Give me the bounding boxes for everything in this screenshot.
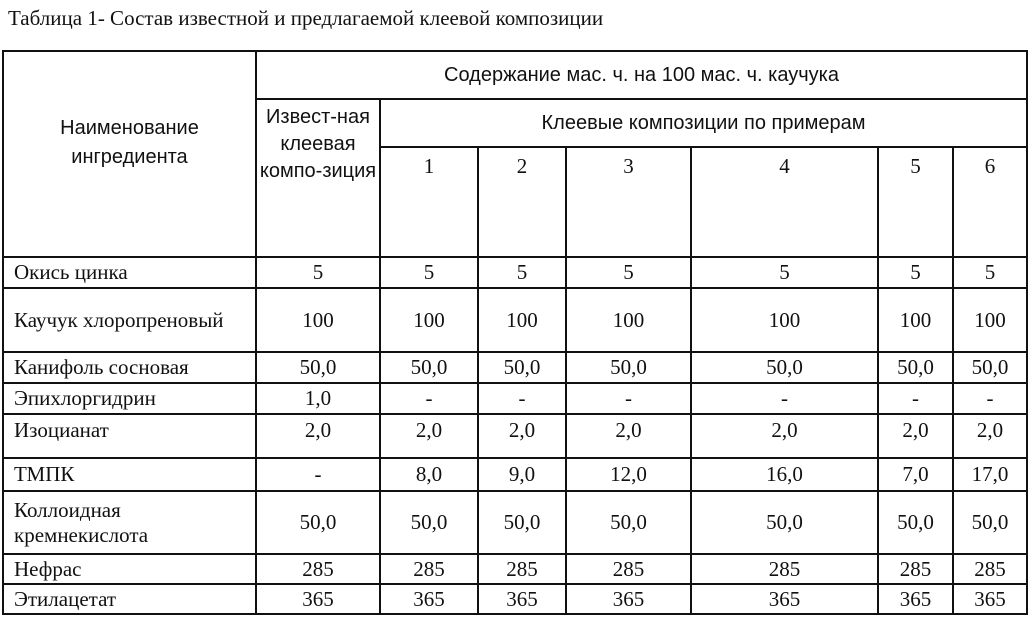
cell-value: 365 xyxy=(566,584,691,614)
cell-value: 285 xyxy=(566,554,691,584)
cell-value: 50,0 xyxy=(953,491,1027,554)
ingredient-name: ТМПК xyxy=(3,458,256,491)
cell-value: 50,0 xyxy=(691,491,878,554)
ingredient-name: Окись цинка xyxy=(3,257,256,288)
cell-value: 100 xyxy=(878,288,953,352)
cell-value: 100 xyxy=(566,288,691,352)
table-row xyxy=(3,288,1027,352)
cell-value: 7,0 xyxy=(878,458,953,491)
cell-value: 50,0 xyxy=(380,352,478,383)
cell-value: 100 xyxy=(256,288,380,352)
ingredient-name: Канифоль сосновая xyxy=(3,352,256,383)
content-header: Содержание мас. ч. на 100 мас. ч. каучука xyxy=(256,51,1027,99)
table-caption: Таблица 1- Состав известной и предлагаемой клеевой композиции xyxy=(8,6,604,30)
cell-value: 50,0 xyxy=(380,491,478,554)
cell-value: 2,0 xyxy=(478,414,566,458)
cell-value: 9,0 xyxy=(478,458,566,491)
cell-value: 365 xyxy=(953,584,1027,614)
ingredient-name: Каучук хлоропреновый xyxy=(3,288,256,352)
cell-value: 2,0 xyxy=(953,414,1027,458)
cell-value: 5 xyxy=(478,257,566,288)
table-row xyxy=(3,458,1027,491)
table-row xyxy=(3,352,1027,383)
ingredient-header: Наименование ингредиента xyxy=(3,51,256,257)
cell-value: 365 xyxy=(691,584,878,614)
header-row-1 xyxy=(3,51,1027,99)
composition-table xyxy=(2,50,1028,615)
cell-value: 50,0 xyxy=(878,491,953,554)
cell-value: 5 xyxy=(691,257,878,288)
cell-value: 50,0 xyxy=(256,491,380,554)
table-row xyxy=(3,554,1027,584)
cell-value: - xyxy=(380,383,478,414)
cell-value: - xyxy=(878,383,953,414)
cell-value: 2,0 xyxy=(878,414,953,458)
cell-value: 285 xyxy=(878,554,953,584)
known-composition-header: Извест-ная клеевая компо-зиция xyxy=(256,99,380,257)
table-row xyxy=(3,584,1027,614)
cell-value: 2,0 xyxy=(256,414,380,458)
cell-value: 100 xyxy=(478,288,566,352)
cell-value: - xyxy=(953,383,1027,414)
cell-value: 365 xyxy=(256,584,380,614)
cell-value: 2,0 xyxy=(380,414,478,458)
cell-value: 50,0 xyxy=(478,491,566,554)
cell-value: - xyxy=(478,383,566,414)
cell-value: 12,0 xyxy=(566,458,691,491)
cell-value: 2,0 xyxy=(566,414,691,458)
cell-value: 50,0 xyxy=(256,352,380,383)
ingredient-name: Изоцианат xyxy=(3,414,256,458)
example-number: 3 xyxy=(566,147,691,257)
cell-value: 50,0 xyxy=(566,491,691,554)
cell-value: 50,0 xyxy=(878,352,953,383)
example-number: 1 xyxy=(380,147,478,257)
cell-value: 2,0 xyxy=(691,414,878,458)
ingredient-name: Этилацетат xyxy=(3,584,256,614)
cell-value: 16,0 xyxy=(691,458,878,491)
cell-value: 285 xyxy=(256,554,380,584)
ingredient-name: Коллоидная кремнекислота xyxy=(3,491,256,554)
cell-value: 1,0 xyxy=(256,383,380,414)
table-row xyxy=(3,383,1027,414)
cell-value: 365 xyxy=(478,584,566,614)
cell-value: 50,0 xyxy=(478,352,566,383)
cell-value: 5 xyxy=(256,257,380,288)
cell-value: 100 xyxy=(380,288,478,352)
table-row xyxy=(3,257,1027,288)
cell-value: 365 xyxy=(878,584,953,614)
cell-value: 5 xyxy=(953,257,1027,288)
example-number: 5 xyxy=(878,147,953,257)
cell-value: 365 xyxy=(380,584,478,614)
cell-value: 50,0 xyxy=(953,352,1027,383)
ingredient-name: Эпихлоргидрин xyxy=(3,383,256,414)
cell-value: 8,0 xyxy=(380,458,478,491)
table-row xyxy=(3,491,1027,554)
cell-value: - xyxy=(256,458,380,491)
cell-value: 5 xyxy=(380,257,478,288)
cell-value: - xyxy=(691,383,878,414)
ingredient-name: Нефрас xyxy=(3,554,256,584)
cell-value: 100 xyxy=(691,288,878,352)
examples-header: Клеевые композиции по примерам xyxy=(380,99,1027,147)
example-number: 4 xyxy=(691,147,878,257)
table-row xyxy=(3,414,1027,458)
example-number: 6 xyxy=(953,147,1027,257)
cell-value: 100 xyxy=(953,288,1027,352)
cell-value: - xyxy=(566,383,691,414)
cell-value: 50,0 xyxy=(691,352,878,383)
example-number: 2 xyxy=(478,147,566,257)
cell-value: 285 xyxy=(478,554,566,584)
cell-value: 285 xyxy=(380,554,478,584)
cell-value: 5 xyxy=(878,257,953,288)
cell-value: 50,0 xyxy=(566,352,691,383)
cell-value: 5 xyxy=(566,257,691,288)
cell-value: 285 xyxy=(953,554,1027,584)
cell-value: 17,0 xyxy=(953,458,1027,491)
cell-value: 285 xyxy=(691,554,878,584)
